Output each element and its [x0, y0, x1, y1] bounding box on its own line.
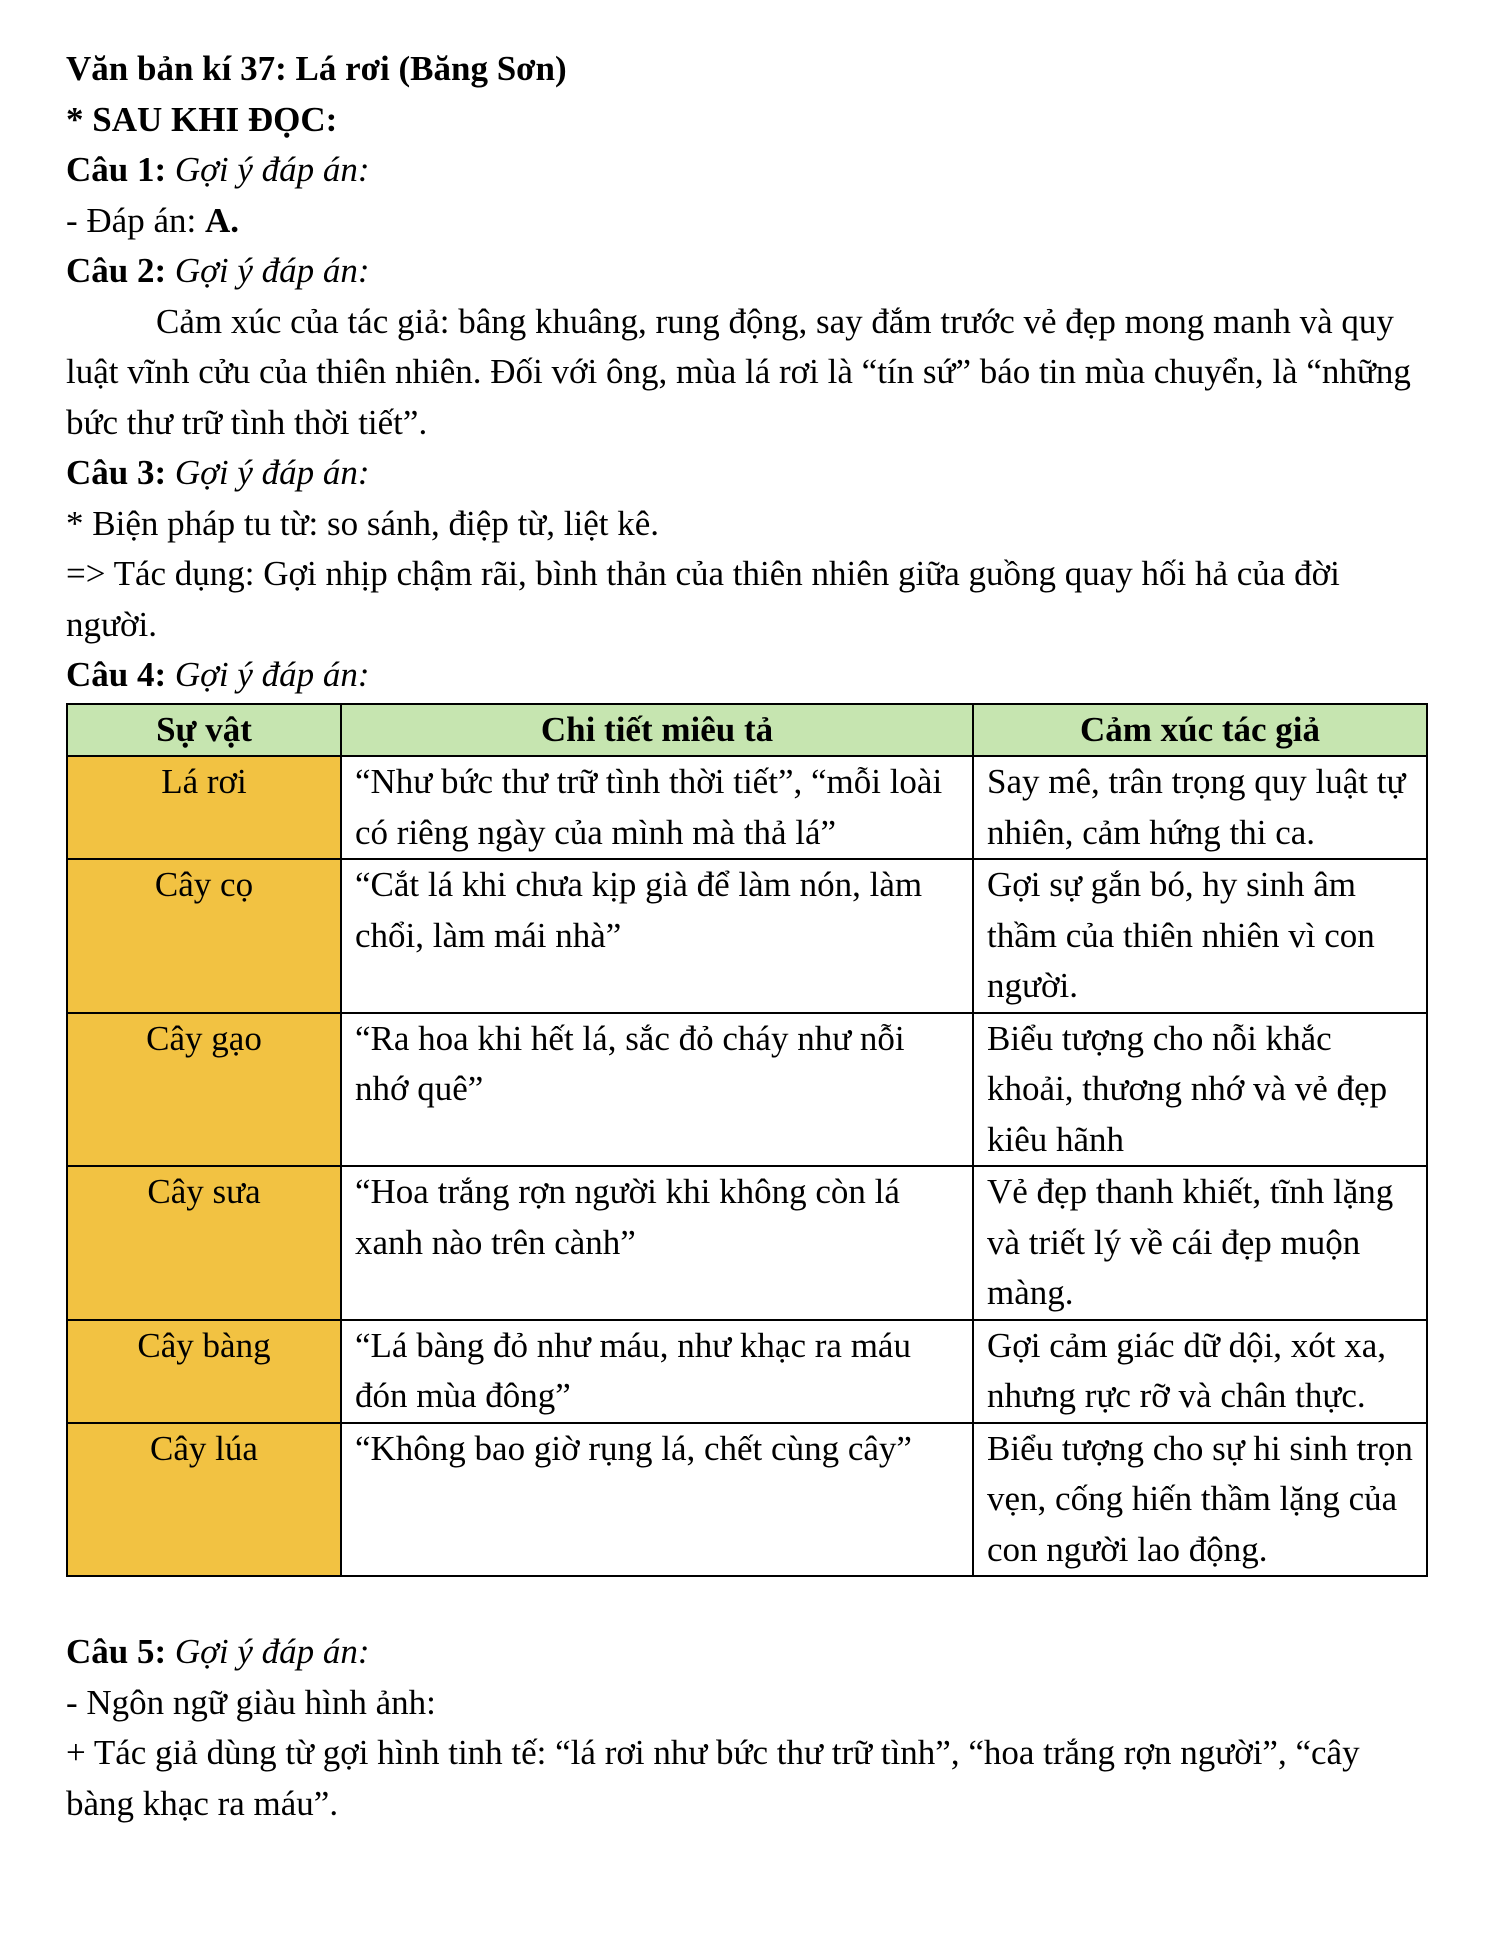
header-emotion: Cảm xúc tác giả — [973, 704, 1427, 757]
question-5-line-1: - Ngôn ngữ giàu hình ảnh: — [66, 1682, 436, 1722]
answer-hint: Gợi ý đáp án: — [174, 655, 370, 694]
question-label: Câu 3: — [66, 453, 167, 492]
cell-detail: “Không bao giờ rụng lá, chết cùng cây” — [341, 1423, 973, 1577]
cell-detail: “Như bức thư trữ tình thời tiết”, “mỗi loài có riêng ngày của mình mà thả lá” — [341, 756, 973, 859]
cell-emotion: Biểu tượng cho nỗi khắc khoải, thương nhớ và vẻ đẹp kiêu hãnh — [973, 1013, 1427, 1167]
answer-value: A. — [204, 200, 240, 240]
section-heading: * SAU KHI ĐỌC: — [66, 99, 338, 139]
analysis-table — [66, 703, 1428, 1578]
cell-emotion: Biểu tượng cho sự hi sinh trọn vẹn, cống hiến thầm lặng của con người lao động. — [973, 1423, 1427, 1577]
question-2-heading — [66, 246, 1436, 297]
header-item: Sự vật — [67, 704, 341, 757]
cell-emotion: Gợi sự gắn bó, hy sinh âm thầm của thiên nhiên vì con người. — [973, 859, 1427, 1013]
question-1-heading — [66, 145, 1436, 196]
question-4-heading — [66, 650, 1436, 701]
table-row — [67, 756, 1427, 859]
document-title: Văn bản kí 37: Lá rơi (Băng Sơn) — [66, 49, 567, 88]
answer-prefix: - Đáp án: — [66, 200, 205, 240]
question-label: Câu 2: — [66, 251, 167, 290]
cell-detail: “Ra hoa khi hết lá, sắc đỏ cháy như nỗi nhớ quê” — [341, 1013, 973, 1167]
question-label: Câu 4: — [66, 655, 167, 694]
cell-detail: “Lá bàng đỏ như máu, như khạc ra máu đón mùa đông” — [341, 1320, 973, 1423]
cell-emotion: Say mê, trân trọng quy luật tự nhiên, cảm hứng thi ca. — [973, 756, 1427, 859]
question-3-line-2: => Tác dụng: Gợi nhịp chậm rãi, bình thản của thiên nhiên giữa guồng quay hối hả của đời người. — [66, 554, 1340, 644]
table-row — [67, 859, 1427, 1013]
question-3-heading — [66, 448, 1436, 499]
cell-item: Lá rơi — [67, 756, 341, 859]
table-row — [67, 1320, 1427, 1423]
cell-emotion: Vẻ đẹp thanh khiết, tĩnh lặng và triết lý về cái đẹp muộn màng. — [973, 1166, 1427, 1320]
table-spacer — [66, 1577, 1436, 1627]
question-3-line-1: * Biện pháp tu từ: so sánh, điệp từ, liệt kê. — [66, 503, 660, 543]
answer-hint: Gợi ý đáp án: — [174, 1632, 370, 1671]
answer-hint: Gợi ý đáp án: — [174, 150, 370, 189]
question-label: Câu 5: — [66, 1632, 167, 1671]
question-5-heading — [66, 1627, 1436, 1678]
document-page — [66, 44, 1436, 1829]
question-1-answer — [66, 196, 1436, 247]
header-detail: Chi tiết miêu tả — [341, 704, 973, 757]
cell-item: Cây bàng — [67, 1320, 341, 1423]
cell-detail: “Cắt lá khi chưa kịp già để làm nón, làm chổi, làm mái nhà” — [341, 859, 973, 1013]
answer-hint: Gợi ý đáp án: — [174, 453, 370, 492]
question-label: Câu 1: — [66, 150, 167, 189]
question-2-paragraph: Cảm xúc của tác giả: bâng khuâng, rung động, say đắm trước vẻ đẹp mong manh và quy luật vĩnh cửu của thiên nhiên. Đối với ông, mùa lá rơi là “tín sứ” báo tin mùa chuyển, là “những bức thư trữ tình thời tiết”. — [66, 301, 1411, 442]
cell-item: Cây sưa — [67, 1166, 341, 1320]
cell-item: Cây gạo — [67, 1013, 341, 1167]
cell-detail: “Hoa trắng rợn người khi không còn lá xanh nào trên cành” — [341, 1166, 973, 1320]
cell-item: Cây lúa — [67, 1423, 341, 1577]
table-header-row — [67, 704, 1427, 757]
question-5-line-2: + Tác giả dùng từ gợi hình tinh tế: “lá rơi như bức thư trữ tình”, “hoa trắng rợn người”, “cây bàng khạc ra máu”. — [66, 1733, 1360, 1823]
answer-hint: Gợi ý đáp án: — [174, 251, 370, 290]
table-row — [67, 1013, 1427, 1167]
table-row — [67, 1166, 1427, 1320]
table-row — [67, 1423, 1427, 1577]
cell-emotion: Gợi cảm giác dữ dội, xót xa, nhưng rực rỡ và chân thực. — [973, 1320, 1427, 1423]
cell-item: Cây cọ — [67, 859, 341, 1013]
